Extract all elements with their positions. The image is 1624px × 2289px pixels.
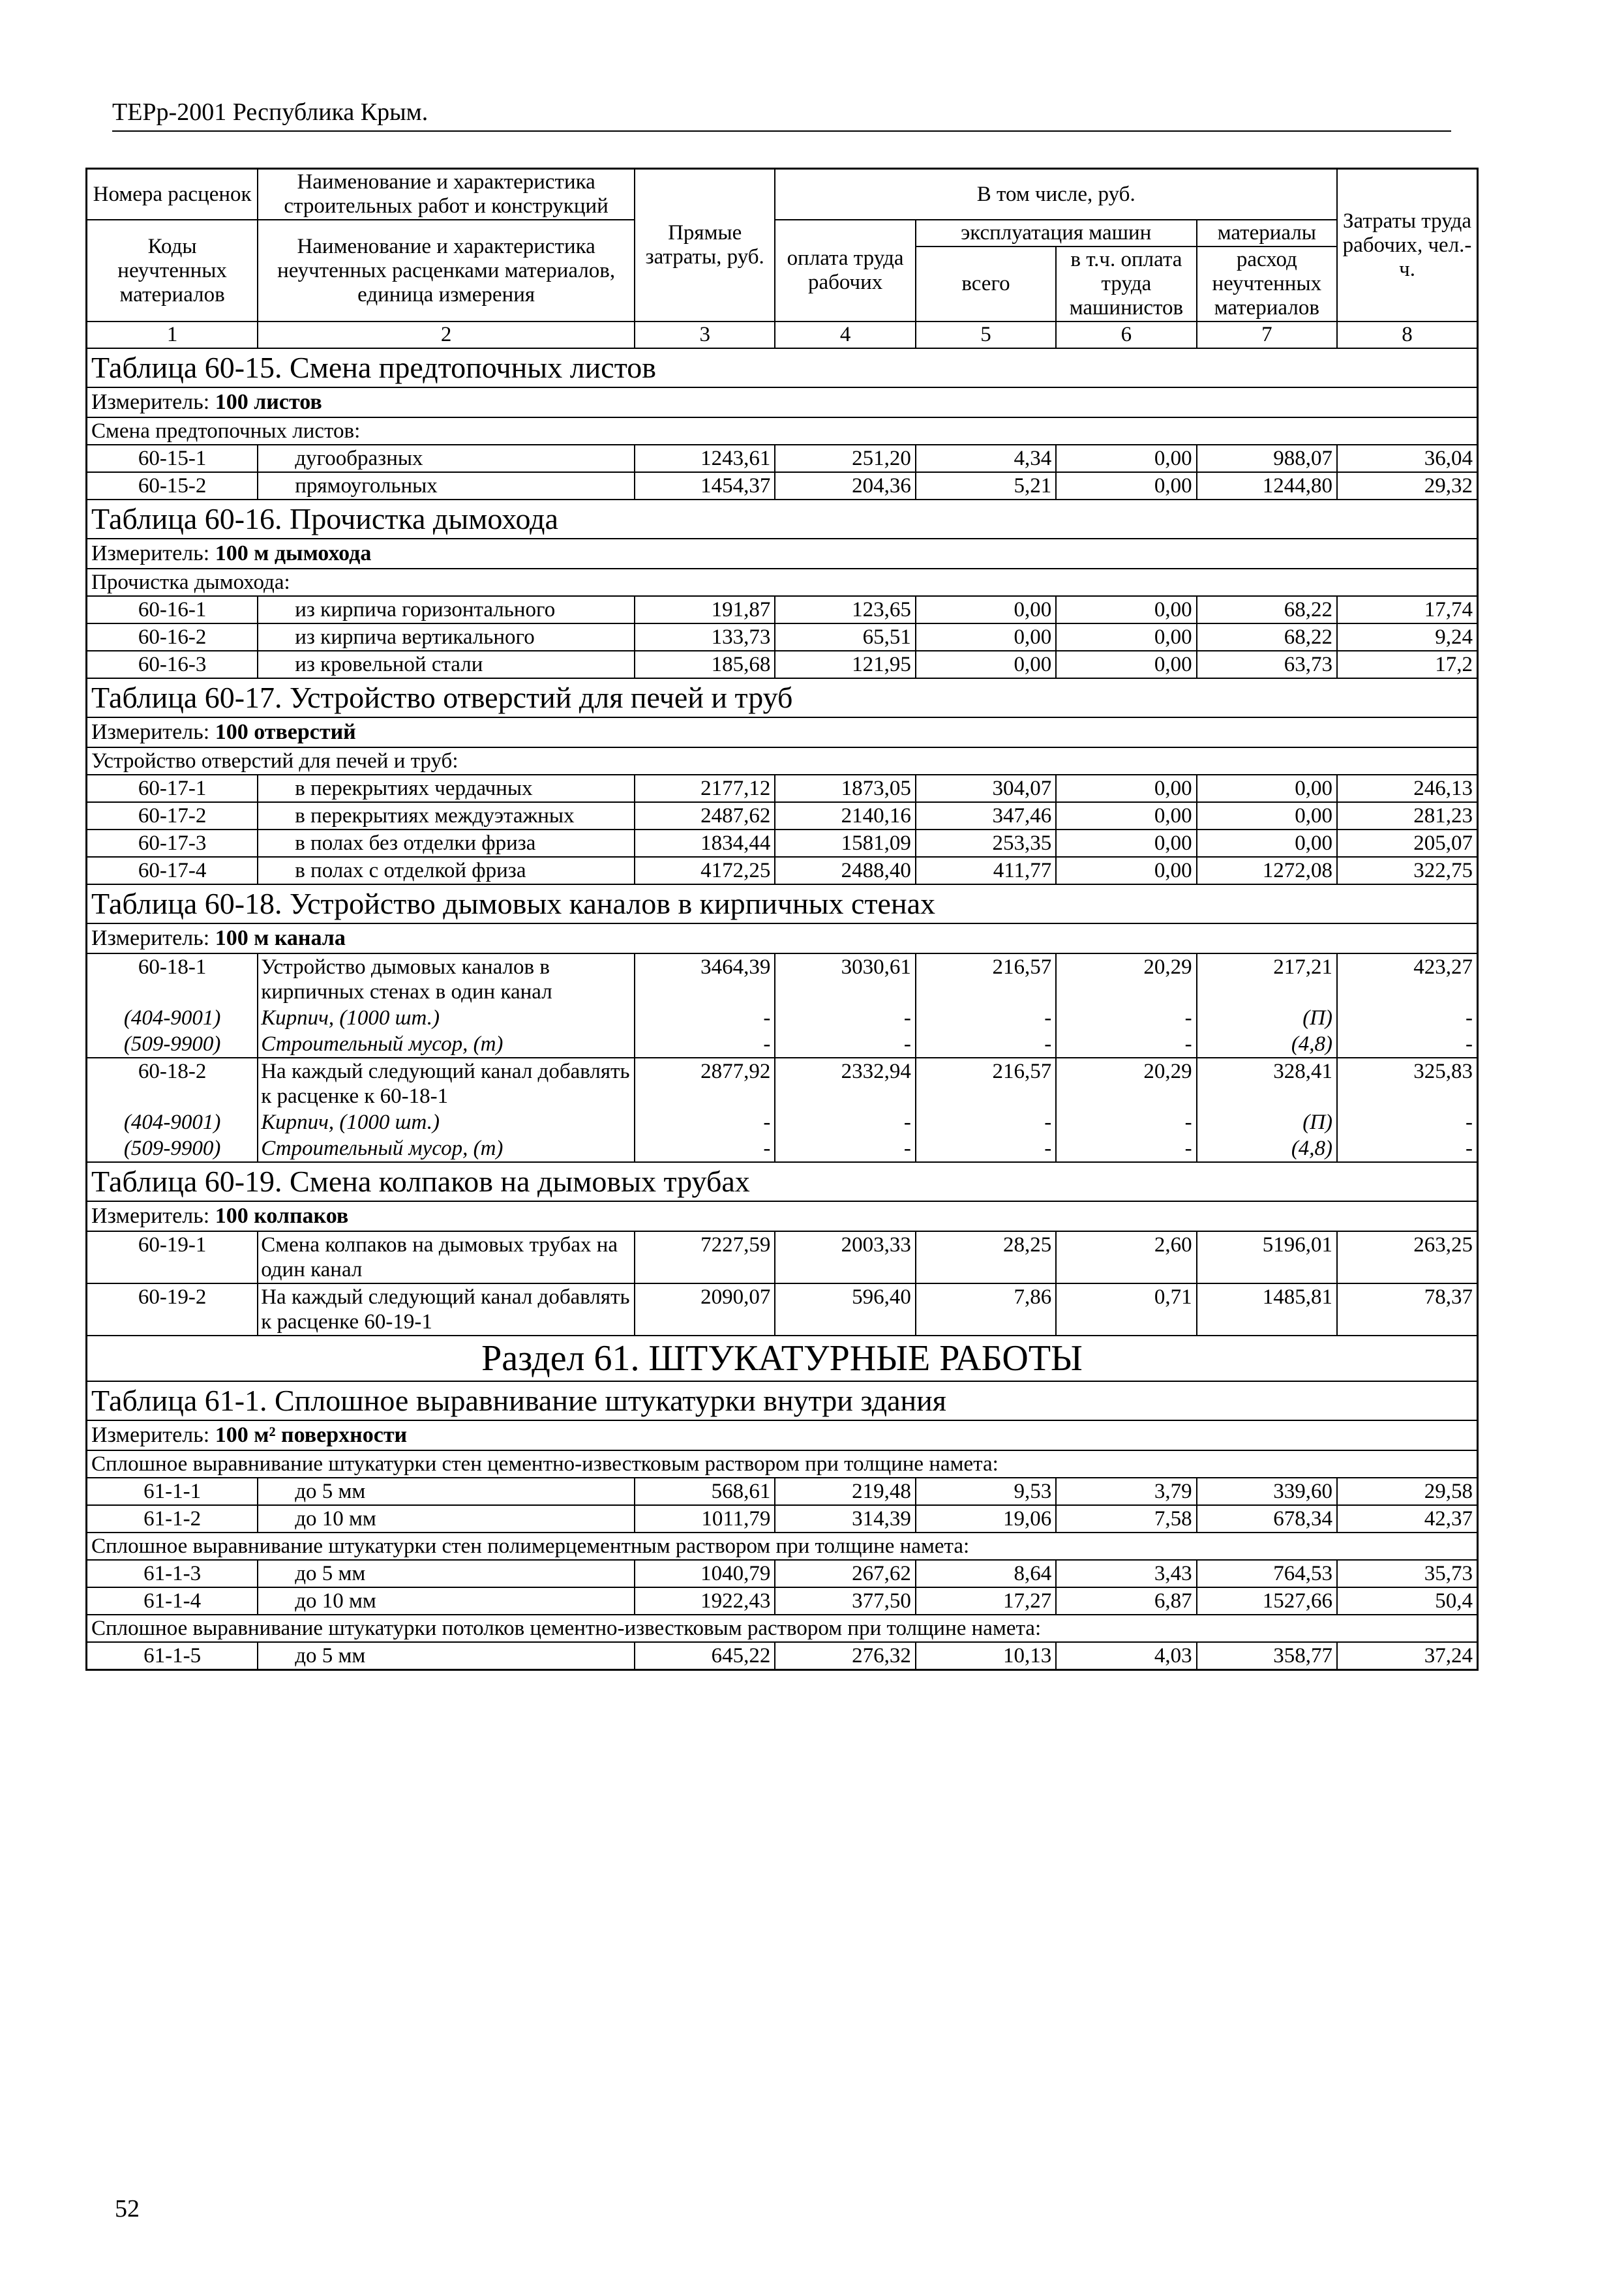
machinist-pay-cell: - — [1056, 1005, 1196, 1031]
machines-total-cell: 347,46 — [916, 802, 1056, 830]
machinist-pay-cell: 0,00 — [1056, 623, 1196, 651]
group-heading: Сплошное выравнивание штукатурки потолков цементно-известковым раствором при толщине намета: — [87, 1615, 1478, 1642]
labor-costs-cell: 78,37 — [1337, 1283, 1477, 1336]
work-name: в полах без отделки фриза — [258, 830, 635, 857]
col-header-machines-total: всего — [916, 247, 1056, 322]
measure-value: 100 колпаков — [215, 1204, 349, 1228]
table-title: Таблица 60-16. Прочистка дымохода — [87, 500, 1478, 539]
materials-cost-cell: 63,73 — [1197, 651, 1337, 678]
work-name: до 10 мм — [258, 1505, 635, 1533]
worker-pay-cell: 1581,09 — [775, 830, 915, 857]
rate-code: 61-1-5 — [87, 1642, 258, 1670]
table-row — [87, 1560, 1478, 1587]
direct-costs-cell: 133,73 — [635, 623, 775, 651]
machines-total-cell: 0,00 — [916, 651, 1056, 678]
machines-total-cell: 0,00 — [916, 596, 1056, 623]
materials-cost-cell: 678,34 — [1197, 1505, 1337, 1533]
group-heading-row — [87, 569, 1478, 596]
machines-total-cell: 8,64 — [916, 1560, 1056, 1587]
worker-pay-cell: 2140,16 — [775, 802, 915, 830]
rate-code: 60-16-3 — [87, 651, 258, 678]
rate-code: 60-15-1 — [87, 445, 258, 472]
measure-value: 100 м² поверхности — [215, 1423, 408, 1447]
measure — [87, 717, 1478, 747]
group-heading-row — [87, 1533, 1478, 1560]
rate-code: 60-18-2 — [87, 1058, 258, 1109]
table-title-row — [87, 500, 1478, 539]
work-name: Устройство дымовых каналов в кирпичных стенах в один канал — [258, 953, 635, 1005]
work-name: Смена колпаков на дымовых трубах на один канал — [258, 1231, 635, 1283]
machinist-pay-cell: - — [1056, 1031, 1196, 1058]
table-row — [87, 596, 1478, 623]
machines-total-cell: - — [916, 1005, 1056, 1031]
work-name: прямоугольных — [258, 472, 635, 500]
worker-pay-cell: 267,62 — [775, 1560, 915, 1587]
worker-pay-cell: - — [775, 1005, 915, 1031]
machinist-pay-cell: 4,03 — [1056, 1642, 1196, 1670]
machines-total-cell: 9,53 — [916, 1478, 1056, 1505]
machinist-pay-cell: 0,00 — [1056, 596, 1196, 623]
labor-costs-cell: 29,32 — [1337, 472, 1477, 500]
rate-code: 60-17-4 — [87, 857, 258, 884]
table-row — [87, 1283, 1478, 1336]
direct-costs-cell: 645,22 — [635, 1642, 775, 1670]
measure-row — [87, 717, 1478, 747]
table-title: Таблица 60-18. Устройство дымовых каналов в кирпичных стенах — [87, 884, 1478, 923]
rate-code: 60-17-3 — [87, 830, 258, 857]
measure-row — [87, 1420, 1478, 1450]
direct-costs-cell: 1454,37 — [635, 472, 775, 500]
worker-pay-cell: 276,32 — [775, 1642, 915, 1670]
worker-pay-cell: 2003,33 — [775, 1231, 915, 1283]
direct-costs-cell: - — [635, 1109, 775, 1135]
machinist-pay-cell: 7,58 — [1056, 1505, 1196, 1533]
table-row — [87, 1505, 1478, 1533]
measure-row — [87, 539, 1478, 569]
rate-code: 60-17-2 — [87, 802, 258, 830]
rate-code: 60-16-1 — [87, 596, 258, 623]
materials-cost-cell: (4,8) — [1197, 1031, 1337, 1058]
measure-value: 100 м канала — [215, 926, 346, 950]
table-title-row — [87, 1162, 1478, 1201]
materials-cost-cell: 1485,81 — [1197, 1283, 1337, 1336]
labor-costs-cell: - — [1337, 1005, 1477, 1031]
material-row — [87, 1135, 1478, 1162]
work-name: из кирпича вертикального — [258, 623, 635, 651]
table-row — [87, 623, 1478, 651]
table-row — [87, 1058, 1478, 1109]
table-row — [87, 953, 1478, 1005]
col-header-unaccounted-materials: расход неучтенных материалов — [1197, 247, 1337, 322]
col-header-material-name: Наименование и характеристика неучтенных расценками материалов, единица измерения — [258, 220, 635, 322]
materials-cost-cell: 328,41 — [1197, 1058, 1337, 1109]
machines-total-cell: 7,86 — [916, 1283, 1056, 1336]
labor-costs-cell: 423,27 — [1337, 953, 1477, 1005]
machines-total-cell: 28,25 — [916, 1231, 1056, 1283]
machinist-pay-cell: 0,00 — [1056, 445, 1196, 472]
direct-costs-cell: 2877,92 — [635, 1058, 775, 1109]
materials-cost-cell: (П) — [1197, 1005, 1337, 1031]
materials-cost-cell: 764,53 — [1197, 1560, 1337, 1587]
direct-costs-cell: 2090,07 — [635, 1283, 775, 1336]
work-name: из кирпича горизонтального — [258, 596, 635, 623]
table-row — [87, 1231, 1478, 1283]
table-title: Таблица 60-15. Смена предтопочных листов — [87, 348, 1478, 387]
col-header-machinist-pay: в т.ч. оплата труда машинистов — [1056, 247, 1196, 322]
machinist-pay-cell: 0,00 — [1056, 651, 1196, 678]
work-name: до 5 мм — [258, 1560, 635, 1587]
labor-costs-cell: 29,58 — [1337, 1478, 1477, 1505]
col-header-worker-pay: оплата труда рабочих — [775, 220, 915, 322]
worker-pay-cell: 3030,61 — [775, 953, 915, 1005]
section-title: Раздел 61. ШТУКАТУРНЫЕ РАБОТЫ — [87, 1336, 1478, 1381]
work-name: до 5 мм — [258, 1478, 635, 1505]
materials-cost-cell: 68,22 — [1197, 596, 1337, 623]
table-title-row — [87, 678, 1478, 717]
measure — [87, 539, 1478, 569]
measure — [87, 1201, 1478, 1231]
worker-pay-cell: 65,51 — [775, 623, 915, 651]
materials-cost-cell: 0,00 — [1197, 775, 1337, 802]
material-row — [87, 1109, 1478, 1135]
page-header: ТЕРр-2001 Республика Крым. — [112, 97, 1451, 132]
direct-costs-cell: 1922,43 — [635, 1587, 775, 1615]
direct-costs-cell: 4172,25 — [635, 857, 775, 884]
measure-label: Измеритель: — [91, 720, 210, 744]
labor-costs-cell: 325,83 — [1337, 1058, 1477, 1109]
group-heading: Сплошное выравнивание штукатурки стен полимерцементным раствором при толщине намета: — [87, 1533, 1478, 1560]
rates-table — [85, 168, 1479, 1671]
column-number: 2 — [258, 322, 635, 348]
direct-costs-cell: - — [635, 1135, 775, 1162]
machines-total-cell: 5,21 — [916, 472, 1056, 500]
measure-row — [87, 1201, 1478, 1231]
column-numbers-row — [87, 322, 1478, 348]
machinist-pay-cell: 20,29 — [1056, 953, 1196, 1005]
rate-code: 60-16-2 — [87, 623, 258, 651]
machines-total-cell: - — [916, 1031, 1056, 1058]
worker-pay-cell: - — [775, 1109, 915, 1135]
material-name: Кирпич, (1000 шт.) — [258, 1005, 635, 1031]
column-number: 6 — [1056, 322, 1196, 348]
direct-costs-cell: 191,87 — [635, 596, 775, 623]
col-header-including: В том числе, руб. — [775, 169, 1337, 220]
direct-costs-cell: 568,61 — [635, 1478, 775, 1505]
rate-code: 60-17-1 — [87, 775, 258, 802]
direct-costs-cell: 1040,79 — [635, 1560, 775, 1587]
table-title: Таблица 61-1. Сплошное выравнивание штукатурки внутри здания — [87, 1381, 1478, 1420]
direct-costs-cell: 2487,62 — [635, 802, 775, 830]
table-row — [87, 445, 1478, 472]
measure-row — [87, 923, 1478, 953]
material-code: (404-9001) — [87, 1109, 258, 1135]
machinist-pay-cell: 0,00 — [1056, 857, 1196, 884]
work-name: На каждый следующий канал добавлять к расценке 60-19-1 — [258, 1283, 635, 1336]
header-row-2 — [87, 220, 1478, 247]
rate-code: 61-1-2 — [87, 1505, 258, 1533]
machinist-pay-cell: 0,00 — [1056, 830, 1196, 857]
rate-code: 60-18-1 — [87, 953, 258, 1005]
group-heading-row — [87, 747, 1478, 775]
machines-total-cell: - — [916, 1109, 1056, 1135]
measure-label: Измеритель: — [91, 926, 210, 950]
labor-costs-cell: - — [1337, 1135, 1477, 1162]
direct-costs-cell: 185,68 — [635, 651, 775, 678]
machinist-pay-cell: 0,00 — [1056, 472, 1196, 500]
col-header-direct-costs: Прямые затраты, руб. — [635, 169, 775, 322]
materials-cost-cell: 5196,01 — [1197, 1231, 1337, 1283]
materials-cost-cell: 68,22 — [1197, 623, 1337, 651]
direct-costs-cell: 3464,39 — [635, 953, 775, 1005]
table-title-row — [87, 884, 1478, 923]
machines-total-cell: 411,77 — [916, 857, 1056, 884]
worker-pay-cell: - — [775, 1135, 915, 1162]
measure-label: Измеритель: — [91, 1204, 210, 1228]
materials-cost-cell: 1527,66 — [1197, 1587, 1337, 1615]
labor-costs-cell: - — [1337, 1031, 1477, 1058]
worker-pay-cell: 596,40 — [775, 1283, 915, 1336]
worker-pay-cell: 121,95 — [775, 651, 915, 678]
column-number: 5 — [916, 322, 1056, 348]
group-heading-row — [87, 1615, 1478, 1642]
table-title-row — [87, 1381, 1478, 1420]
machinist-pay-cell: 20,29 — [1056, 1058, 1196, 1109]
machines-total-cell: - — [916, 1135, 1056, 1162]
table-row — [87, 775, 1478, 802]
labor-costs-cell: 17,74 — [1337, 596, 1477, 623]
labor-costs-cell: 205,07 — [1337, 830, 1477, 857]
labor-costs-cell: 9,24 — [1337, 623, 1477, 651]
group-heading: Сплошное выравнивание штукатурки стен цементно-известковым раствором при толщине намета: — [87, 1450, 1478, 1478]
col-header-rate-numbers: Номера расценок — [87, 169, 258, 220]
machinist-pay-cell: - — [1056, 1109, 1196, 1135]
table-row — [87, 1478, 1478, 1505]
table-title-row — [87, 348, 1478, 387]
direct-costs-cell: 1834,44 — [635, 830, 775, 857]
materials-cost-cell: 1272,08 — [1197, 857, 1337, 884]
work-name: в перекрытиях междуэтажных — [258, 802, 635, 830]
work-name: до 5 мм — [258, 1642, 635, 1670]
rate-code: 60-19-1 — [87, 1231, 258, 1283]
material-code: (509-9900) — [87, 1031, 258, 1058]
col-header-materials: материалы — [1197, 220, 1337, 247]
material-code: (404-9001) — [87, 1005, 258, 1031]
labor-costs-cell: 246,13 — [1337, 775, 1477, 802]
machines-total-cell: 17,27 — [916, 1587, 1056, 1615]
table-title: Таблица 60-19. Смена колпаков на дымовых трубах — [87, 1162, 1478, 1201]
machines-total-cell: 253,35 — [916, 830, 1056, 857]
work-name: в перекрытиях чердачных — [258, 775, 635, 802]
materials-cost-cell: 339,60 — [1197, 1478, 1337, 1505]
direct-costs-cell: - — [635, 1031, 775, 1058]
worker-pay-cell: 377,50 — [775, 1587, 915, 1615]
work-name: в полах с отделкой фриза — [258, 857, 635, 884]
table-row — [87, 802, 1478, 830]
rate-code: 60-19-2 — [87, 1283, 258, 1336]
table-row — [87, 857, 1478, 884]
machinist-pay-cell: 0,00 — [1056, 775, 1196, 802]
machines-total-cell: 216,57 — [916, 953, 1056, 1005]
page-number: 52 — [115, 2195, 140, 2222]
measure-value: 100 отверстий — [215, 720, 356, 744]
material-code: (509-9900) — [87, 1135, 258, 1162]
column-number: 8 — [1337, 322, 1477, 348]
table-title: Таблица 60-17. Устройство отверстий для печей и труб — [87, 678, 1478, 717]
measure — [87, 387, 1478, 417]
column-number: 7 — [1197, 322, 1337, 348]
section-title-row — [87, 1336, 1478, 1381]
measure-value: 100 листов — [215, 390, 322, 414]
machinist-pay-cell: - — [1056, 1135, 1196, 1162]
group-heading-row — [87, 1450, 1478, 1478]
material-name: Кирпич, (1000 шт.) — [258, 1109, 635, 1135]
measure-value: 100 м дымохода — [215, 541, 372, 565]
worker-pay-cell: 204,36 — [775, 472, 915, 500]
worker-pay-cell: 2488,40 — [775, 857, 915, 884]
materials-cost-cell: 988,07 — [1197, 445, 1337, 472]
machines-total-cell: 19,06 — [916, 1505, 1056, 1533]
group-heading-row — [87, 417, 1478, 445]
worker-pay-cell: 1873,05 — [775, 775, 915, 802]
measure — [87, 1420, 1478, 1450]
machinist-pay-cell: 3,79 — [1056, 1478, 1196, 1505]
materials-cost-cell: 1244,80 — [1197, 472, 1337, 500]
direct-costs-cell: - — [635, 1005, 775, 1031]
worker-pay-cell: 314,39 — [775, 1505, 915, 1533]
work-name: дугообразных — [258, 445, 635, 472]
table-row — [87, 1587, 1478, 1615]
worker-pay-cell: 251,20 — [775, 445, 915, 472]
machines-total-cell: 304,07 — [916, 775, 1056, 802]
material-name: Строительный мусор, (т) — [258, 1031, 635, 1058]
machinist-pay-cell: 6,87 — [1056, 1587, 1196, 1615]
material-row — [87, 1005, 1478, 1031]
table-row — [87, 472, 1478, 500]
table-row — [87, 1642, 1478, 1670]
machines-total-cell: 10,13 — [916, 1642, 1056, 1670]
rate-code: 61-1-1 — [87, 1478, 258, 1505]
measure-label: Измеритель: — [91, 390, 210, 414]
machines-total-cell: 0,00 — [916, 623, 1056, 651]
work-name: из кровельной стали — [258, 651, 635, 678]
rate-code: 60-15-2 — [87, 472, 258, 500]
worker-pay-cell: 2332,94 — [775, 1058, 915, 1109]
direct-costs-cell: 7227,59 — [635, 1231, 775, 1283]
machinist-pay-cell: 0,71 — [1056, 1283, 1196, 1336]
measure — [87, 923, 1478, 953]
measure-row — [87, 387, 1478, 417]
labor-costs-cell: 35,73 — [1337, 1560, 1477, 1587]
materials-cost-cell: 0,00 — [1197, 830, 1337, 857]
col-header-labor-costs: Затраты труда рабочих, чел.-ч. — [1337, 169, 1477, 322]
labor-costs-cell: 37,24 — [1337, 1642, 1477, 1670]
rate-code: 61-1-4 — [87, 1587, 258, 1615]
machinist-pay-cell: 2,60 — [1056, 1231, 1196, 1283]
labor-costs-cell: 42,37 — [1337, 1505, 1477, 1533]
col-header-work-name: Наименование и характеристика строительных работ и конструкций — [258, 169, 635, 220]
material-row — [87, 1031, 1478, 1058]
labor-costs-cell: 17,2 — [1337, 651, 1477, 678]
group-heading: Прочистка дымохода: — [87, 569, 1478, 596]
labor-costs-cell: 281,23 — [1337, 802, 1477, 830]
materials-cost-cell: 0,00 — [1197, 802, 1337, 830]
work-name: На каждый следующий канал добавлять к расценке к 60-18-1 — [258, 1058, 635, 1109]
materials-cost-cell: (П) — [1197, 1109, 1337, 1135]
machines-total-cell: 216,57 — [916, 1058, 1056, 1109]
column-number: 1 — [87, 322, 258, 348]
col-header-material-codes: Коды неучтенных материалов — [87, 220, 258, 322]
group-heading: Устройство отверстий для печей и труб: — [87, 747, 1478, 775]
labor-costs-cell: 50,4 — [1337, 1587, 1477, 1615]
machinist-pay-cell: 0,00 — [1056, 802, 1196, 830]
worker-pay-cell: 219,48 — [775, 1478, 915, 1505]
direct-costs-cell: 2177,12 — [635, 775, 775, 802]
rate-code: 61-1-3 — [87, 1560, 258, 1587]
labor-costs-cell: 36,04 — [1337, 445, 1477, 472]
machinist-pay-cell: 3,43 — [1056, 1560, 1196, 1587]
materials-cost-cell: 358,77 — [1197, 1642, 1337, 1670]
table-row — [87, 830, 1478, 857]
labor-costs-cell: 263,25 — [1337, 1231, 1477, 1283]
machines-total-cell: 4,34 — [916, 445, 1056, 472]
materials-cost-cell: (4,8) — [1197, 1135, 1337, 1162]
materials-cost-cell: 217,21 — [1197, 953, 1337, 1005]
worker-pay-cell: - — [775, 1031, 915, 1058]
column-number: 3 — [635, 322, 775, 348]
measure-label: Измеритель: — [91, 1423, 210, 1447]
column-number: 4 — [775, 322, 915, 348]
worker-pay-cell: 123,65 — [775, 596, 915, 623]
header-row-1 — [87, 169, 1478, 220]
material-name: Строительный мусор, (т) — [258, 1135, 635, 1162]
group-heading: Смена предтопочных листов: — [87, 417, 1478, 445]
direct-costs-cell: 1011,79 — [635, 1505, 775, 1533]
labor-costs-cell: 322,75 — [1337, 857, 1477, 884]
measure-label: Измеритель: — [91, 541, 210, 565]
work-name: до 10 мм — [258, 1587, 635, 1615]
table-row — [87, 651, 1478, 678]
col-header-machines: эксплуатация машин — [916, 220, 1197, 247]
direct-costs-cell: 1243,61 — [635, 445, 775, 472]
labor-costs-cell: - — [1337, 1109, 1477, 1135]
